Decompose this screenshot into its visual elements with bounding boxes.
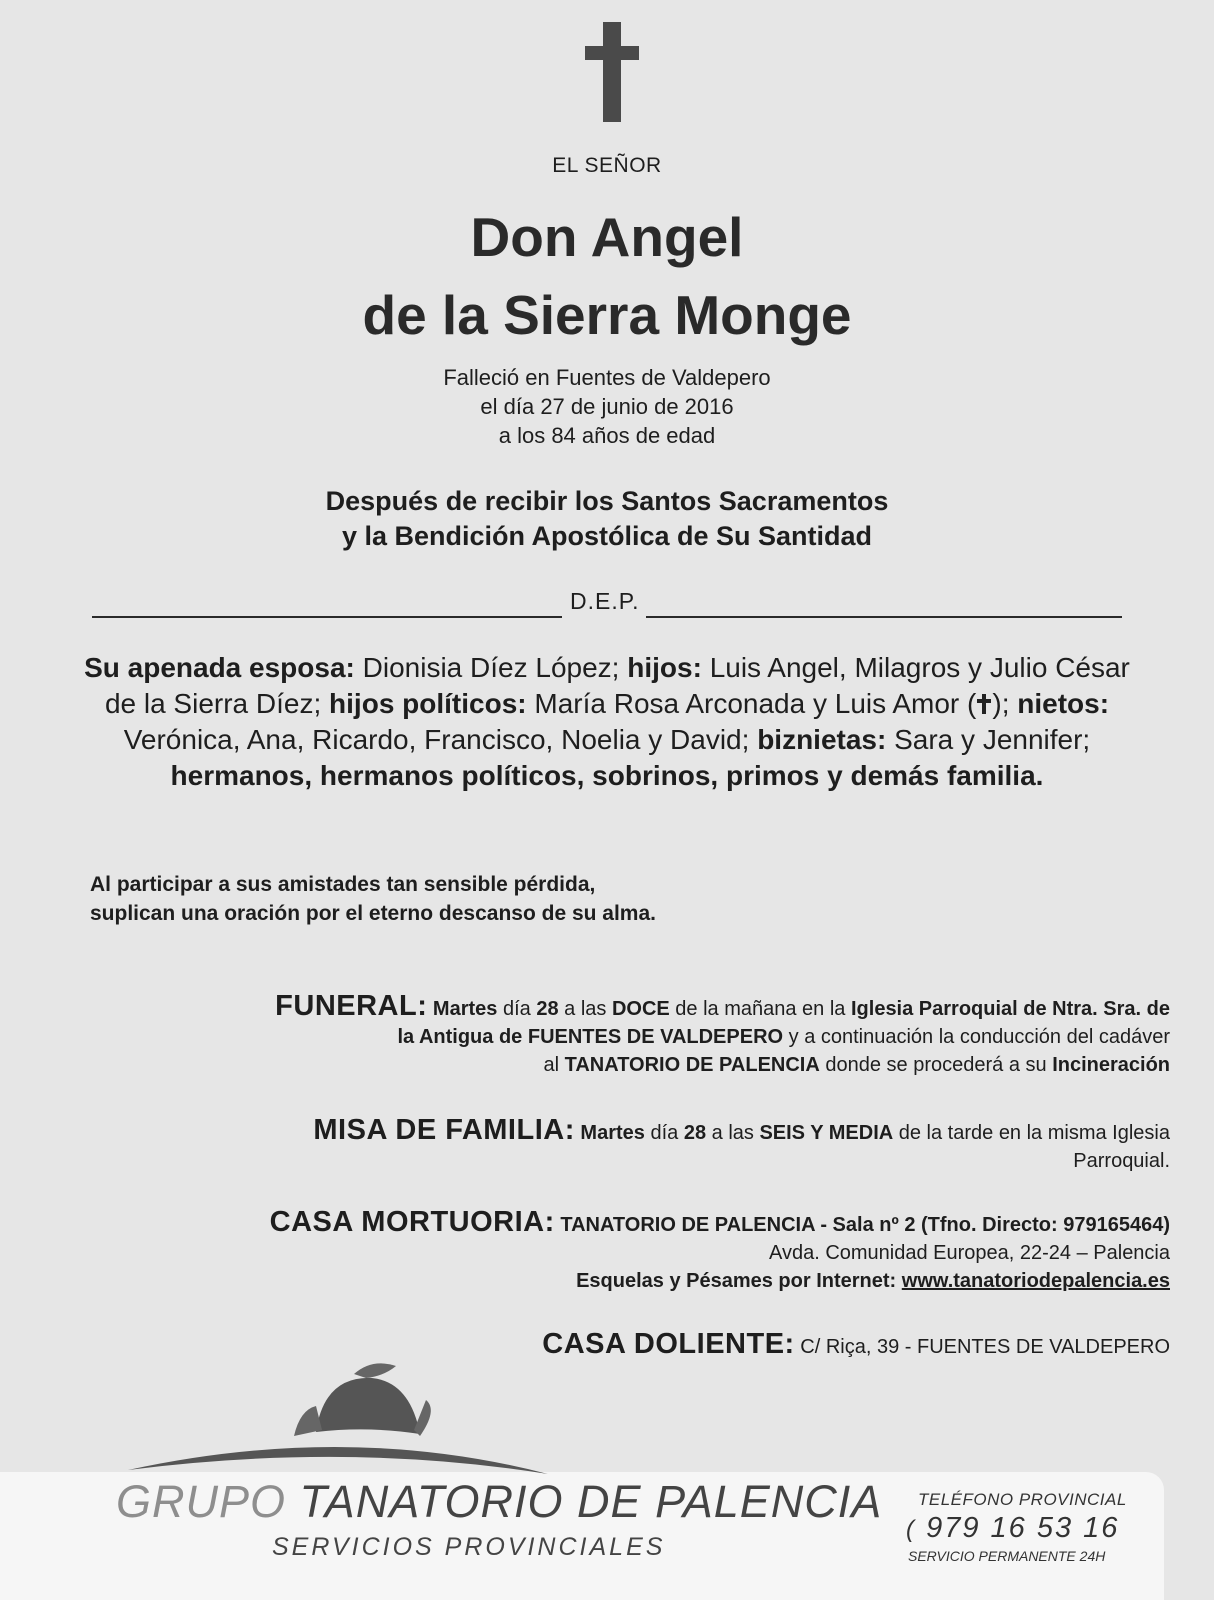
small-cross-icon: [976, 693, 992, 715]
death-date: el día 27 de junio de 2016: [480, 394, 734, 419]
permanent-service: SERVICIO PERMANENTE 24H: [908, 1548, 1106, 1564]
footer-services: SERVICIOS PROVINCIALES: [272, 1533, 666, 1561]
divider-right: [646, 616, 1122, 618]
deceased-name-line2: de la Sierra Monge: [362, 284, 852, 346]
misa-text-cont: Parroquial.: [1073, 1150, 1170, 1172]
funeral-text: a las: [558, 998, 612, 1020]
funeral-heading: FUNERAL:: [275, 990, 428, 1022]
inlaws-a: María Rosa Arconada y Luis Amor (: [534, 688, 977, 719]
rest-of-family: hermanos, hermanos políticos, sobrinos, primos y demás familia.: [170, 760, 1044, 791]
participation-line1: Al participar a sus amistades tan sensible pérdida,: [90, 873, 596, 896]
funeral-day: Martes: [432, 998, 498, 1020]
funeral-text: donde se procederá a su: [819, 1054, 1053, 1076]
grandchildren: Verónica, Ana, Ricardo, Francisco, Noelia y David;: [123, 724, 750, 755]
sacraments-line1: Después de recibir los Santos Sacramentos: [325, 486, 889, 516]
phone-number: [906, 1512, 1119, 1545]
misa-text: a las: [706, 1122, 760, 1144]
children: Luis Angel, Milagros y Julio César de la Sierra Díez;: [104, 652, 1130, 719]
family-block: [80, 650, 1134, 794]
doliente-heading: CASA DOLIENTE:: [542, 1328, 795, 1360]
grandchildren-label: nietos:: [1017, 688, 1110, 719]
mortuoria-address: Avda. Comunidad Europea, 22-24 – Palencia: [768, 1242, 1170, 1264]
funeral-text: y a continuación la conducción del cadáver: [783, 1026, 1170, 1048]
doliente-address: C/ Riça, 39 - FUENTES DE VALDEPERO: [800, 1336, 1170, 1358]
footer-grupo: GRUPO: [116, 1476, 287, 1527]
funeral-text: al: [543, 1054, 565, 1076]
funeral-church: Iglesia Parroquial de Ntra. Sra. de: [850, 998, 1170, 1020]
misa-time: SEIS Y MEDIA: [759, 1122, 894, 1144]
doliente-section: [542, 1330, 1170, 1361]
phone-icon: (: [906, 1516, 916, 1543]
participation-line2: suplican una oración por el eterno descanso de su alma.: [90, 902, 656, 925]
funeral-time: DOCE: [611, 998, 670, 1020]
funeral-incineration: Incineración: [1052, 1054, 1170, 1076]
mortuoria-section: [270, 1208, 1170, 1295]
spouse: Dionisia Díez López;: [362, 652, 620, 683]
deceased-name-line1: Don Angel: [470, 206, 744, 268]
funeral-tanatorio: TANATORIO DE PALENCIA: [564, 1054, 820, 1076]
age: a los 84 años de edad: [498, 423, 716, 448]
greatgrand: Sara y Jennifer;: [894, 724, 1091, 755]
funeral-text: de la mañana en la: [669, 998, 851, 1020]
inlaws-b: );: [992, 688, 1010, 719]
inlaws-label: hijos políticos:: [329, 688, 527, 719]
mortuoria-heading: CASA MORTUORIA:: [269, 1206, 555, 1238]
internet-label: Esquelas y Pésames por Internet:: [576, 1270, 897, 1292]
death-place: Falleció en Fuentes de Valdepero: [443, 365, 771, 390]
cross-icon: [603, 22, 621, 122]
overline: EL SEÑOR: [552, 154, 662, 177]
funeral-section: [275, 992, 1170, 1079]
phone-label: TELÉFONO PROVINCIAL: [918, 1490, 1127, 1509]
dep-label: D.E.P.: [570, 588, 640, 614]
sacraments-line2: y la Bendición Apostólica de Su Santidad: [341, 521, 873, 551]
phone-value: 979 16 53 16: [926, 1512, 1120, 1544]
misa-text: de la tarde en la misma Iglesia: [893, 1122, 1170, 1144]
misa-day: Martes: [580, 1122, 645, 1144]
footer-brand: [116, 1476, 882, 1528]
funeral-text: día: [497, 998, 537, 1020]
cross-icon-bar: [585, 46, 639, 60]
funeral-date: 28: [536, 998, 559, 1020]
spouse-label: Su apenada esposa:: [84, 652, 355, 683]
greatgrand-label: biznietas:: [757, 724, 887, 755]
misa-date: 28: [683, 1122, 707, 1144]
mortuoria-line1: TANATORIO DE PALENCIA - Sala nº 2 (Tfno. Directo: 979165464): [560, 1214, 1170, 1236]
children-label: hijos:: [627, 652, 702, 683]
funeral-church-cont: la Antigua de FUENTES DE VALDEPERO: [397, 1026, 784, 1048]
website-link[interactable]: www.tanatoriodepalencia.es: [901, 1270, 1170, 1292]
participation-text: [90, 870, 656, 928]
footer-brand-name: TANATORIO DE PALENCIA: [299, 1476, 883, 1527]
tanatorio-logo-icon: [128, 1350, 568, 1480]
misa-section: [313, 1116, 1170, 1175]
divider-left: [92, 616, 562, 618]
misa-text: día: [644, 1122, 684, 1144]
misa-heading: MISA DE FAMILIA:: [313, 1114, 575, 1146]
